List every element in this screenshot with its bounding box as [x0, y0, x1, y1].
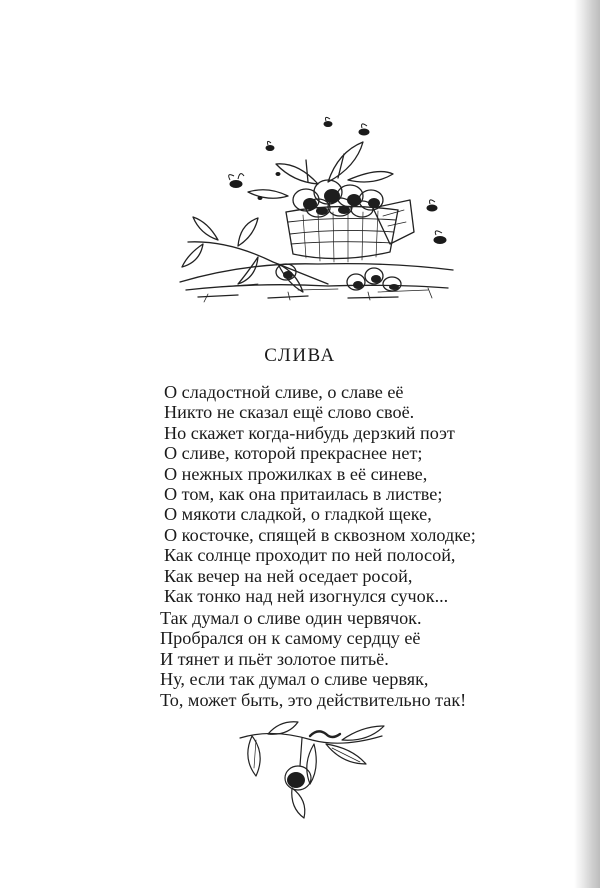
poem-line: О сливе, которой прекраснее нет; — [164, 443, 423, 464]
poem-line: О сладостной сливе, о славе её — [164, 382, 404, 402]
poem-line: То, может быть, это действительно так! — [160, 689, 467, 710]
page-edge-shadow — [574, 0, 600, 888]
poem-line: Но скажет когда-нибудь дерзкий поэт — [164, 422, 455, 443]
stanza-1 — [164, 382, 476, 606]
poem-line: Как солнце проходит по ней полосой, — [164, 545, 456, 566]
poem-line: Никто не сказал ещё слово своё. — [164, 402, 415, 423]
poem-line: Ну, если так думал о сливе червяк, — [160, 669, 429, 690]
stanza-2 — [160, 608, 466, 710]
poem-line: Так думал о сливе один червячок. — [160, 608, 422, 628]
poem-line: Пробрался он к самому сердцу её — [160, 628, 421, 649]
poem-line: Как тонко над ней изогнулся сучок... — [164, 586, 449, 607]
poem-title: СЛИВА — [264, 345, 336, 366]
poem-line: И тянет и пьёт золотое питьё. — [160, 648, 389, 669]
poem-line: О косточке, спящей в сквозном холодке; — [164, 524, 476, 545]
plum-branch-illustration — [232, 718, 392, 823]
basket-of-plums-illustration — [178, 112, 458, 312]
poem-line: О мякоти сладкой, о гладкой щеке, — [164, 504, 432, 525]
poem-line: Как вечер на ней оседает росой, — [164, 565, 413, 586]
poem-line: О нежных прожилках в её синеве, — [164, 463, 428, 484]
poem-line: О том, как она притаилась в листве; — [164, 484, 443, 505]
